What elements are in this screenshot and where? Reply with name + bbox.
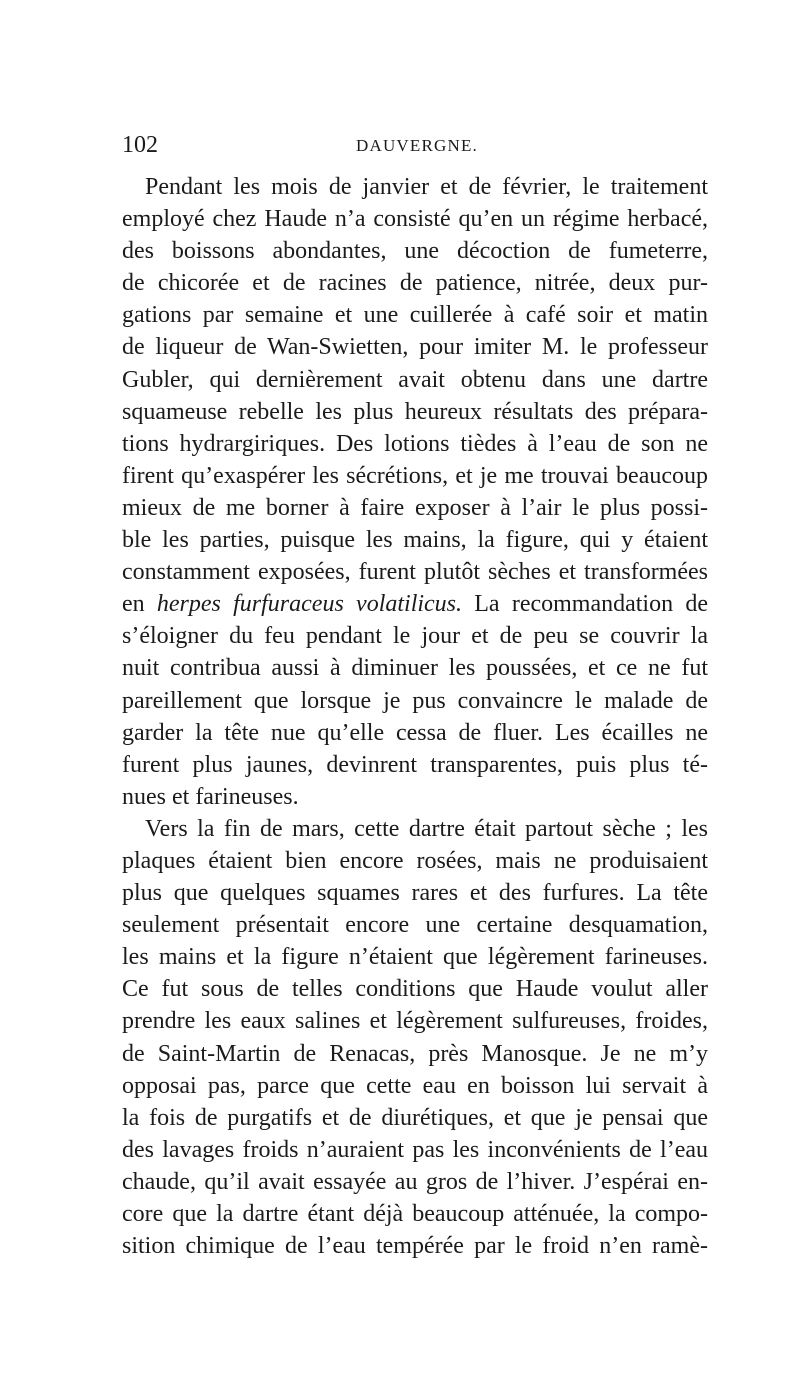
text-line: prendre les eaux salines et légèrement sulfureuses, froides, (122, 1008, 708, 1035)
text-line-with-italic (122, 588, 708, 620)
text-run: La recommandation de (462, 591, 708, 618)
text-line: des lavages froids n’auraient pas les inconvénients de l’eau (122, 1136, 708, 1163)
text-line: employé chez Haude n’a consisté qu’en un régime herbacé, (122, 206, 708, 233)
text-line: nuit contribua aussi à diminuer les poussées, et ce ne fut (122, 655, 708, 682)
text-line: tions hydrargiriques. Des lotions tièdes à l’eau de son ne (122, 430, 708, 457)
text-line: pareillement que lorsque je pus convaincre le malade de (122, 687, 708, 714)
text-line: Gubler, qui dernièrement avait obtenu dans une dartre (122, 366, 708, 393)
text-line: seulement présentait encore une certaine desquamation, (122, 912, 708, 939)
running-head (122, 130, 712, 160)
text-line: plus que quelques squames rares et des furfures. La tête (122, 880, 708, 907)
text-line: garder la tête nue qu’elle cessa de fluer. Les écailles ne (122, 719, 708, 746)
text-line: de chicorée et de racines de patience, nitrée, deux pur- (122, 270, 708, 297)
text-line: s’éloigner du feu pendant le jour et de peu se couvrir la (122, 623, 708, 650)
text-line: chaude, qu’il avait essayée au gros de l’hiver. J’espérai en- (122, 1168, 708, 1195)
text-line: plaques étaient bien encore rosées, mais ne produisaient (122, 847, 708, 874)
text-line: gations par semaine et une cuillerée à café soir et matin (122, 302, 708, 329)
text-line: opposai pas, parce que cette eau en boisson lui servait à (122, 1072, 708, 1099)
italic-latin-term: herpes furfuraceus volatilicus. (156, 591, 463, 618)
paragraph-2 (122, 813, 708, 1262)
text-line: firent qu’exaspérer les sécrétions, et je me trouvai beaucoup (122, 462, 708, 489)
text-line: furent plus jaunes, devinrent transparentes, puis plus té- (122, 751, 708, 778)
text-line: de liqueur de Wan-Swietten, pour imiter M. le professeur (122, 334, 708, 361)
text-line: nues et farineuses. (122, 783, 299, 810)
text-line: des boissons abondantes, une décoction de fumeterre, (122, 238, 708, 265)
text-line: de Saint-Martin de Renacas, près Manosque. Je ne m’y (122, 1040, 708, 1067)
text-line: ble les parties, puisque les mains, la figure, qui y étaient (122, 527, 708, 554)
text-line: les mains et la figure n’étaient que légèrement farineuses. (122, 944, 708, 971)
text-line: constamment exposées, furent plutôt sèches et transformées (122, 559, 708, 586)
page-number: 102 (122, 132, 158, 158)
body-text (122, 171, 708, 1262)
text-line: la fois de purgatifs et de diurétiques, et que je pensai que (122, 1104, 708, 1131)
text-line: squameuse rebelle les plus heureux résultats des prépara- (122, 398, 708, 425)
text-line: mieux de me borner à faire exposer à l’air le plus possi- (122, 494, 708, 521)
paragraph-1 (122, 171, 708, 813)
text-line: Ce fut sous de telles conditions que Haude voulut aller (122, 976, 708, 1003)
text-run: en (122, 591, 157, 618)
running-title: DAUVERGNE. (355, 136, 479, 155)
text-line: Vers la fin de mars, cette dartre était partout sèche ; les (145, 815, 708, 842)
text-line: core que la dartre étant déjà beaucoup atténuée, la compo- (122, 1201, 708, 1227)
text-line: sition chimique de l’eau tempérée par le froid n’en ramè- (122, 1233, 708, 1260)
text-line: Pendant les mois de janvier et de février, le traitement (145, 174, 708, 200)
